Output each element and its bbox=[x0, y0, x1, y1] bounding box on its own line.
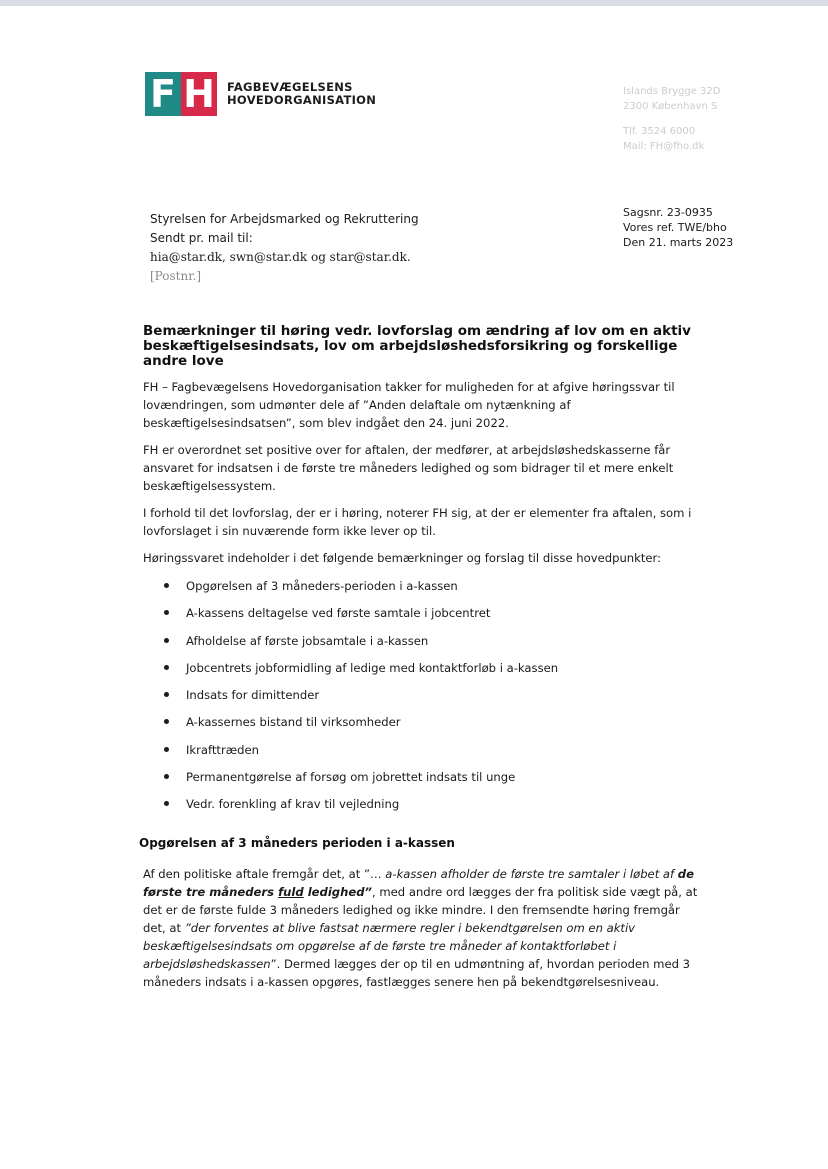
recipient-emails: hia@star.dk, swn@star.dk og star@star.dk. bbox=[150, 250, 411, 264]
org-city: 2300 København S bbox=[623, 101, 718, 112]
org-phone: Tlf. 3524 6000 bbox=[623, 126, 696, 137]
bullet-icon bbox=[164, 747, 169, 752]
list-item bbox=[143, 576, 703, 603]
text-run: Af den politiske aftale fremgår det, at ”… bbox=[143, 866, 386, 881]
bullet-icon bbox=[164, 801, 169, 806]
quote-italic: a-kassen afholder de første tre samtaler i løbet af bbox=[385, 866, 678, 881]
paragraph-notes: I forhold til det lovforslag, der er i høring, noterer FH sig, at der er elementer fra aftalen, som i lovforslaget i sin nuværende form ikke lever op til. bbox=[143, 506, 692, 538]
bullet-icon bbox=[164, 719, 169, 724]
logo-wordmark bbox=[227, 81, 376, 107]
list-item bbox=[143, 658, 703, 685]
list-item bbox=[143, 631, 703, 658]
recipient-postnr: [Postnr.] bbox=[150, 269, 202, 283]
hearing-quote: ”der forventes at blive fastsat nærmere regler i bekendtgørelsen om en aktiv beskæftigelsesindsats om opgørelse af de første tre måneder af kontaktforløbet i arbejdsløshedskassen bbox=[143, 920, 636, 971]
logo-h-block bbox=[181, 72, 217, 116]
bullet-icon bbox=[164, 692, 169, 697]
list-item-text: Opgørelsen af 3 måneders-perioden i a-kassen bbox=[186, 579, 458, 593]
logo-f-letter: F bbox=[150, 72, 176, 116]
logo-h-letter: H bbox=[183, 72, 215, 116]
list-item-text: Ikrafttræden bbox=[186, 742, 259, 757]
fh-logo bbox=[145, 72, 376, 116]
reference-block bbox=[623, 205, 733, 250]
address-gap bbox=[623, 114, 720, 124]
logo-line-1: FAGBEVÆGELSENS bbox=[227, 80, 353, 94]
list-item bbox=[143, 712, 703, 739]
section-heading: Opgørelsen af 3 måneders perioden i a-kassen bbox=[139, 835, 455, 850]
quote-bold-italic-end: ledighed” bbox=[303, 884, 372, 899]
list-item-text: Afholdelse af første jobsamtale i a-kassen bbox=[186, 633, 429, 648]
main-points-list bbox=[143, 576, 703, 822]
letter-body bbox=[139, 378, 703, 1000]
paragraph-position: FH er overordnet set positive over for aftalen, der medfører, at arbejdsløshedskasserne får ansvaret for indsatsen i de første tre måneders ledighed og som bidrager til et mere enkelt beskæftigelsessystem. bbox=[143, 443, 674, 493]
list-item-text: Vedr. forenkling af krav til vejledning bbox=[186, 797, 400, 812]
text-run: , med andre ord lægges der fra politisk side vægt på, at det er de første fulde 3 måneders ledighed og ikke mindre. I den fremsendte høring fremgår det, at bbox=[143, 884, 698, 935]
list-item-text: A-kassens deltagelse ved første samtale i jobcentret bbox=[186, 606, 491, 621]
org-mail: Mail: FH@fho.dk bbox=[623, 141, 705, 152]
case-number: Sagsnr. 23-0935 bbox=[623, 206, 713, 219]
text-run: ”. Dermed lægges der op til en udmøntning af, hvordan perioden med 3 måneders indsats i a-kassen opgøres, fastlægges senere hen på bekendtgørelsesniveau. bbox=[143, 956, 690, 989]
bullet-icon bbox=[164, 610, 169, 615]
org-street: Islands Brygge 32D bbox=[623, 86, 721, 97]
fh-logo-mark bbox=[145, 72, 217, 116]
list-item bbox=[143, 740, 703, 767]
bullet-icon bbox=[164, 583, 169, 588]
scan-top-edge bbox=[0, 0, 828, 6]
logo-f-block bbox=[145, 72, 181, 116]
letter-date: Den 21. marts 2023 bbox=[623, 236, 734, 249]
recipient-block bbox=[150, 210, 419, 286]
list-item-text: A-kassernes bistand til virksomheder bbox=[186, 715, 401, 730]
recipient-name: Styrelsen for Arbejdsmarked og Rekruttering bbox=[150, 212, 419, 226]
document-title: Bemærkninger til høring vedr. lovforslag om ændring af lov om en aktiv beskæftigelsesindsats, lov om arbejdsløshedsforsikring og forskellige andre love bbox=[143, 323, 691, 369]
quote-underlined: fuld bbox=[278, 884, 304, 899]
quote-bold-italic: de første tre måneders bbox=[143, 866, 694, 899]
list-item-text: Permanentgørelse af forsøg om jobrettet indsats til unge bbox=[186, 770, 516, 785]
logo-line-2: HOVEDORGANISATION bbox=[227, 93, 377, 107]
our-reference: Vores ref. TWE/bho bbox=[623, 221, 727, 234]
paragraph-overview: Høringssvaret indeholder i det følgende bemærkninger og forslag til disse hovedpunkter: bbox=[143, 551, 662, 565]
bullet-icon bbox=[164, 665, 169, 670]
recipient-sent-label: Sendt pr. mail til: bbox=[150, 231, 253, 245]
list-item-text: Jobcentrets jobformidling af ledige med kontaktforløb i a-kassen bbox=[186, 660, 559, 675]
bullet-icon bbox=[164, 774, 169, 779]
list-item-text: Indsats for dimittender bbox=[186, 688, 320, 703]
list-item bbox=[143, 685, 703, 712]
list-item bbox=[143, 603, 703, 630]
organisation-address bbox=[623, 84, 720, 154]
list-item bbox=[143, 767, 703, 794]
bullet-icon bbox=[164, 638, 169, 643]
paragraph-intro: FH – Fagbevægelsens Hovedorganisation takker for muligheden for at afgive høringssvar til lovændringen, som udmønter dele af ”Anden delaftale om nytænkning af beskæftigelsesindsatsen”, som blev indgået den 24. juni 2022. bbox=[143, 380, 675, 430]
section-paragraph bbox=[143, 865, 703, 991]
list-item bbox=[143, 794, 703, 821]
